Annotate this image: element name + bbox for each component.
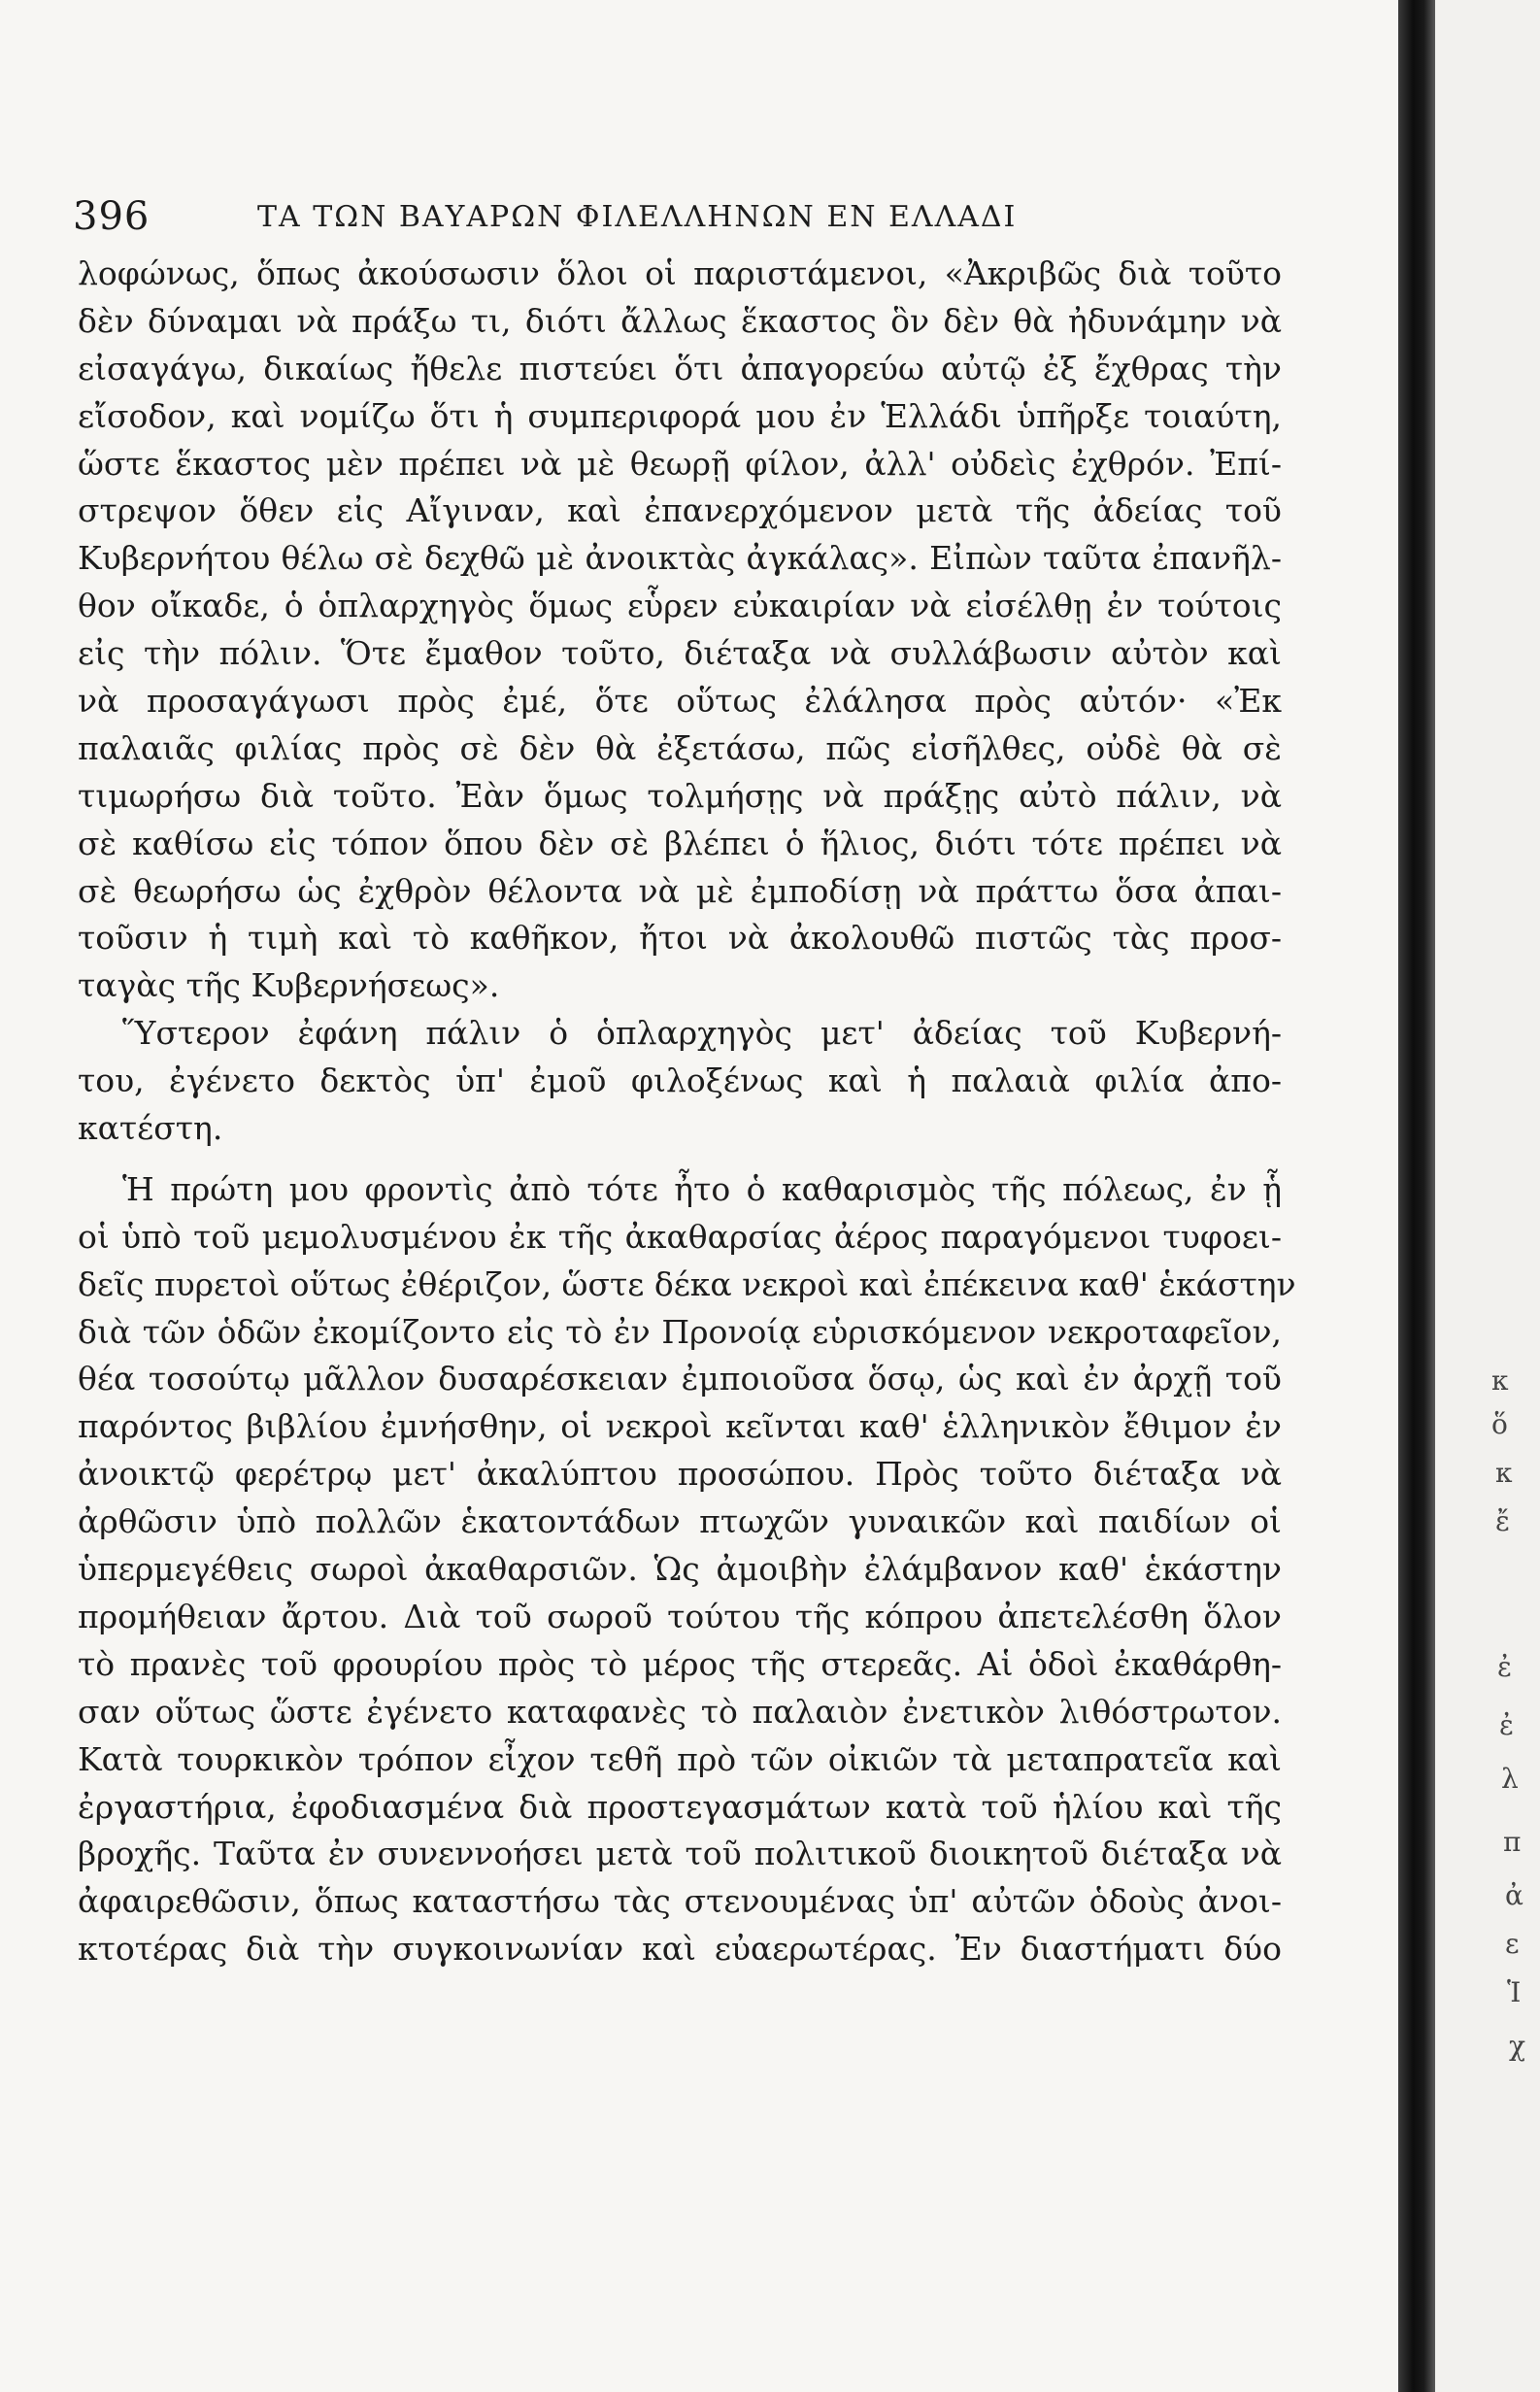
text-line: οἱ ὑπὸ τοῦ μεμολυσμένου ἐκ τῆς ἀκαθαρσίας ἀέρος παραγόμενοι τυφοει- [78, 1217, 1282, 1256]
text-line: ἀφαιρεθῶσιν, ὅπως καταστήσω τὰς στενουμένας ὑπ' αὐτῶν ὁδοὺς ἀνοι- [78, 1882, 1282, 1921]
text-line: λοφώνως, ὅπως ἀκούσωσιν ὅλοι οἱ παριστάμενοι, «Ἀκριβῶς διὰ τοῦτο [78, 254, 1282, 292]
facing-page-letter: Ἱ [1507, 1976, 1522, 2008]
text-line: δὲν δύναμαι νὰ πράξω τι, διότι ἄλλως ἕκαστος ὃν δὲν θὰ ἠδυνάμην νὰ [78, 301, 1282, 340]
body-text [78, 251, 1296, 1973]
facing-page-letter: κ [1491, 1364, 1509, 1397]
text-line: ἀνοικτῷ φερέτρῳ μετ' ἀκαλύπτου προσώπου. Πρὸς τοῦτο διέταξα νὰ [78, 1455, 1282, 1494]
text-line: κατέστη. [78, 1109, 223, 1148]
text-line: θον οἴκαδε, ὁ ὁπλαρχηγὸς ὅμως εὗρεν εὐκαιρίαν νὰ εἰσέλθῃ ἐν τούτοις [78, 587, 1282, 625]
text-line: παλαιᾶς φιλίας πρὸς σὲ δὲν θὰ ἐξετάσω, πῶς εἰσῆλθες, οὐδὲ θὰ σὲ [78, 728, 1282, 767]
facing-page-letter: ἀ [1505, 1879, 1523, 1911]
text-line: του, ἐγένετο δεκτὸς ὑπ' ἐμοῦ φιλοξένως καὶ ἡ παλαιὰ φιλία ἀπο- [78, 1061, 1282, 1100]
facing-page-letter: ἐ [1497, 1651, 1513, 1683]
text-line: ἀρθῶσιν ὑπὸ πολλῶν ἑκατοντάδων πτωχῶν γυναικῶν καὶ παιδίων οἱ [78, 1502, 1282, 1541]
facing-page-letter: π [1503, 1826, 1522, 1858]
book-gutter [1398, 0, 1435, 2392]
facing-page-letter: ἐ [1499, 1709, 1515, 1741]
text-line: σὲ θεωρήσω ὡς ἐχθρὸν θέλοντα νὰ μὲ ἐμποδίσῃ νὰ πράττω ὅσα ἀπαι- [78, 871, 1282, 910]
page-number: 396 [73, 194, 151, 239]
facing-page-letter: ἔ [1495, 1505, 1511, 1537]
running-head [73, 194, 1141, 253]
facing-page-edge [1435, 0, 1540, 2392]
text-line: διὰ τῶν ὁδῶν ἐκομίζοντο εἰς τὸ ἐν Προνοίᾳ εὑρισκόμενον νεκροταφεῖον, [78, 1312, 1282, 1351]
text-line: δεῖς πυρετοὶ οὕτως ἐθέριζον, ὥστε δέκα νεκροὶ καὶ ἐπέκεινα καθ' ἑκάστην [78, 1264, 1296, 1303]
text-line: κτοτέρας διὰ τὴν συγκοινωνίαν καὶ εὐαερωτέρας. Ἐν διαστήματι δύο [78, 1930, 1282, 1969]
paragraph-start-line: Ὕστερον ἐφάνη πάλιν ὁ ὁπλαρχηγὸς μετ' ἀδείας τοῦ Κυβερνή- [122, 1014, 1282, 1053]
text-line: τιμωρήσω διὰ τοῦτο. Ἐὰν ὅμως τολμήσῃς νὰ πράξῃς αὐτὸ πάλιν, νὰ [78, 776, 1282, 815]
facing-page-letter: κ [1495, 1457, 1513, 1489]
facing-page-letter: ε [1505, 1928, 1520, 1960]
text-line: σὲ καθίσω εἰς τόπον ὅπου δὲν σὲ βλέπει ὁ ἥλιος, διότι τότε πρέπει νὰ [78, 824, 1282, 862]
text-line: ἐργαστήρια, ἐφοδιασμένα διὰ προστεγασμάτων κατὰ τοῦ ἡλίου καὶ τῆς [78, 1787, 1282, 1826]
text-line: βροχῆς. Ταῦτα ἐν συνεννοήσει μετὰ τοῦ πολιτικοῦ διοικητοῦ διέταξα νὰ [78, 1835, 1282, 1873]
text-line: Κατὰ τουρκικὸν τρόπον εἶχον τεθῆ πρὸ τῶν οἰκιῶν τὰ μεταπρατεῖα καὶ [78, 1739, 1282, 1778]
facing-page-letter: λ [1501, 1763, 1519, 1795]
paragraph-start-line: Ἡ πρώτη μου φροντὶς ἀπὸ τότε ἦτο ὁ καθαρισμὸς τῆς πόλεως, ἐν ᾗ [122, 1169, 1282, 1208]
facing-page-letter: χ [1509, 2030, 1525, 2062]
text-line: ταγὰς τῆς Κυβερνήσεως». [78, 966, 500, 1005]
text-line: εἰς τὴν πόλιν. Ὅτε ἔμαθον τοῦτο, διέταξα νὰ συλλάβωσιν αὐτὸν καὶ [78, 634, 1282, 673]
text-line: νὰ προσαγάγωσι πρὸς ἐμέ, ὅτε οὕτως ἐλάλησα πρὸς αὐτόν· «Ἐκ [78, 682, 1282, 721]
text-line: τοῦσιν ἡ τιμὴ καὶ τὸ καθῆκον, ἤτοι νὰ ἀκολουθῶ πιστῶς τὰς προσ- [78, 919, 1282, 958]
text-line: εἰσαγάγω, δικαίως ἤθελε πιστεύει ὅτι ἀπαγορεύω αὐτῷ ἐξ ἔχθρας τὴν [78, 349, 1282, 387]
text-line: ὥστε ἕκαστος μὲν πρέπει νὰ μὲ θεωρῇ φίλον, ἀλλ' οὐδεὶς ἐχθρόν. Ἐπί- [78, 444, 1282, 483]
text-line: προμήθειαν ἄρτου. Διὰ τοῦ σωροῦ τούτου τῆς κόπρου ἀπετελέσθη ὅλον [78, 1597, 1282, 1635]
text-line: θέα τοσούτῳ μᾶλλον δυσαρέσκειαν ἐμποιοῦσα ὅσῳ, ὡς καὶ ἐν ἀρχῇ τοῦ [78, 1360, 1282, 1398]
text-line: παρόντος βιβλίου ἐμνήσθην, οἱ νεκροὶ κεῖνται καθ' ἑλληνικὸν ἔθιμον ἐν [78, 1407, 1282, 1446]
text-line: ὑπερμεγέθεις σωροὶ ἀκαθαρσιῶν. Ὡς ἀμοιβὴν ἐλάμβανον καθ' ἑκάστην [78, 1550, 1282, 1589]
page-header: ΤΑ ΤΩΝ ΒΑΥΑΡΩΝ ΦΙΛΕΛΛΗΝΩΝ ΕΝ ΕΛΛΑΔΙ [257, 200, 1018, 234]
text-line: εἴσοδον, καὶ νομίζω ὅτι ἡ συμπεριφορά μου ἐν Ἑλλάδι ὑπῆρξε τοιαύτη, [78, 396, 1282, 435]
text-line: τὸ πρανὲς τοῦ φρουρίου πρὸς τὸ μέρος τῆς στερεᾶς. Αἱ ὁδοὶ ἐκαθάρθη- [78, 1644, 1282, 1683]
text-line: Κυβερνήτου θέλω σὲ δεχθῶ μὲ ἀνοικτὰς ἀγκάλας». Εἰπὼν ταῦτα ἐπανῆλ- [78, 539, 1282, 578]
facing-page-letter: ὅ [1491, 1408, 1508, 1440]
text-line: στρεψον ὅθεν εἰς Αἴγιναν, καὶ ἐπανερχόμενον μετὰ τῆς ἀδείας τοῦ [78, 491, 1282, 530]
text-line: σαν οὕτως ὥστε ἐγένετο καταφανὲς τὸ παλαιὸν ἐνετικὸν λιθόστρωτον. [78, 1692, 1282, 1731]
